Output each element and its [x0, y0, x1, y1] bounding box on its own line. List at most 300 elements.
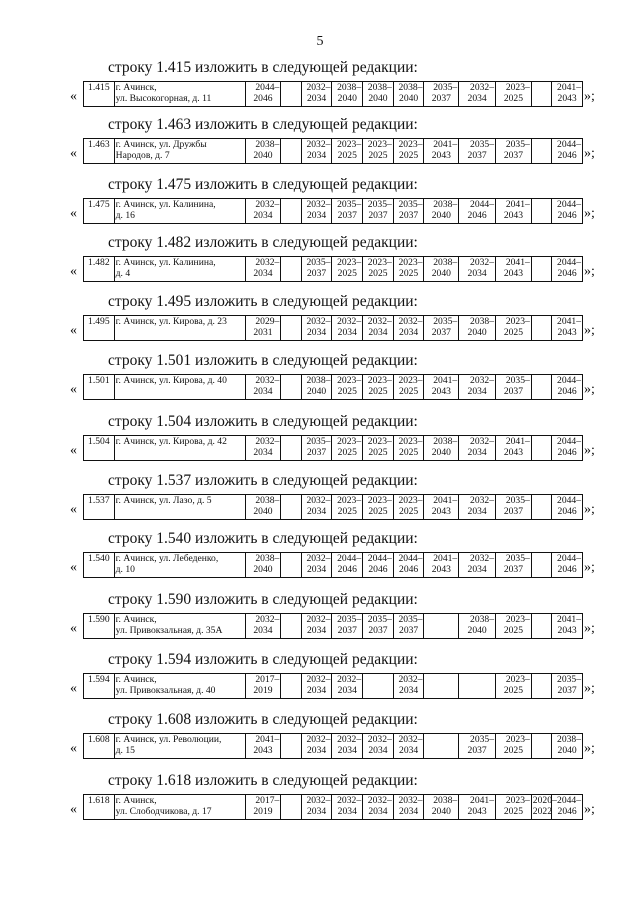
year-end: 2043	[431, 386, 451, 397]
year-start: 2038–	[398, 82, 423, 93]
year-start: 2038–	[367, 82, 392, 93]
year-end: 2037	[557, 685, 577, 696]
year-end: 2034	[253, 210, 273, 221]
year-start: 2044–	[557, 436, 581, 447]
year-range-cell	[281, 139, 301, 164]
year-start: 2041–	[505, 257, 530, 268]
row-number-cell: 1.463	[84, 139, 115, 164]
year-range-cell	[245, 436, 281, 461]
year-start: 2023–	[398, 436, 423, 447]
year-range-cell	[301, 495, 332, 520]
address-line: д. 15	[115, 745, 135, 756]
year-range-cell	[531, 614, 551, 639]
year-start: 2032–	[306, 674, 331, 685]
year-end: 2040	[337, 93, 357, 104]
amendment-heading: строку 1.415 изложить в следующей редакции:	[108, 59, 418, 76]
year-range-cell	[552, 553, 583, 578]
year-end: 2034	[337, 745, 357, 756]
quote-open: «	[70, 264, 77, 279]
address-line: д. 16	[115, 210, 135, 221]
year-start: 2035–	[306, 436, 331, 447]
year-range-cell	[424, 375, 459, 400]
year-start: 2023–	[337, 257, 362, 268]
year-end: 2040	[431, 268, 451, 279]
year-end: 2034	[253, 268, 273, 279]
year-range-cell	[424, 553, 459, 578]
amendment-heading: строку 1.501 изложить в следующей редакции:	[108, 352, 418, 369]
year-range-cell	[424, 614, 459, 639]
year-end: 2037	[307, 268, 327, 279]
table-row	[84, 553, 583, 578]
year-end: 2025	[368, 386, 388, 397]
year-start: 2032–	[470, 495, 495, 506]
year-end: 2025	[399, 150, 419, 161]
year-end: 2034	[467, 268, 487, 279]
year-range-cell	[424, 436, 459, 461]
year-end: 2037	[503, 386, 523, 397]
year-range-cell	[281, 82, 301, 107]
year-range-cell	[363, 375, 394, 400]
year-end: 2046	[557, 564, 577, 575]
year-range-cell	[459, 316, 496, 341]
year-range-cell	[393, 82, 424, 107]
year-range-cell	[363, 795, 394, 820]
year-end: 2025	[503, 685, 523, 696]
year-start: 2032–	[255, 436, 280, 447]
quote-close: »;	[584, 146, 595, 161]
year-start: 2035–	[337, 614, 362, 625]
year-start: 2032–	[398, 316, 423, 327]
year-range-cell	[496, 674, 532, 699]
year-range-cell	[496, 257, 532, 282]
quote-open: «	[70, 621, 77, 636]
year-start: 2032–	[306, 734, 331, 745]
year-end: 2025	[503, 806, 523, 817]
year-range-cell	[301, 375, 332, 400]
year-range-cell	[496, 375, 532, 400]
year-start: 2032–	[306, 316, 331, 327]
record-table	[83, 613, 583, 639]
year-range-cell	[281, 795, 301, 820]
record-table	[83, 494, 583, 520]
year-range-cell	[459, 495, 496, 520]
year-end: 2034	[337, 327, 357, 338]
year-end: 2031	[253, 327, 273, 338]
table-row	[84, 674, 583, 699]
year-end: 2034	[399, 327, 419, 338]
quote-open: «	[70, 89, 77, 104]
year-range-cell	[332, 614, 363, 639]
year-end: 2037	[307, 447, 327, 458]
year-range-cell	[332, 674, 363, 699]
year-start: 2035–	[557, 674, 581, 685]
year-range-cell	[531, 139, 551, 164]
year-end: 2046	[557, 268, 577, 279]
quote-open: «	[70, 560, 77, 575]
table-row	[84, 614, 583, 639]
year-range-cell	[363, 614, 394, 639]
year-end: 2037	[368, 210, 388, 221]
year-start: 2029–	[255, 316, 280, 327]
year-range-cell	[332, 734, 363, 759]
year-range-cell	[496, 614, 532, 639]
address-line: г. Ачинск, ул. Калинина,	[115, 199, 216, 210]
year-range-cell	[363, 495, 394, 520]
year-end: 2034	[253, 447, 273, 458]
year-end: 2034	[307, 210, 327, 221]
amendment-heading: строку 1.594 изложить в следующей редакции:	[108, 651, 418, 668]
year-end: 2034	[307, 625, 327, 636]
year-end: 2025	[399, 268, 419, 279]
year-end: 2019	[253, 685, 273, 696]
year-range-cell	[245, 734, 281, 759]
address-line: г. Ачинск, ул. Революции,	[115, 734, 222, 745]
year-range-cell	[552, 375, 583, 400]
year-end: 2046	[368, 564, 388, 575]
year-range-cell	[245, 199, 281, 224]
quote-open: «	[70, 502, 77, 517]
year-end: 2034	[467, 447, 487, 458]
year-start: 2038–	[433, 199, 458, 210]
quote-open: «	[70, 146, 77, 161]
address-cell	[114, 553, 245, 578]
address-cell	[114, 199, 245, 224]
year-start: 2023–	[337, 436, 362, 447]
year-start: 2023–	[505, 734, 530, 745]
year-end: 2043	[431, 506, 451, 517]
year-range-cell	[332, 199, 363, 224]
year-end: 2046	[467, 210, 487, 221]
year-start: 2032–	[306, 139, 331, 150]
quote-close: »;	[584, 443, 595, 458]
year-end: 2040	[253, 506, 273, 517]
year-end: 2025	[399, 506, 419, 517]
year-start: 2041–	[557, 316, 581, 327]
address-line: ул. Привокзальная, д. 35А	[115, 625, 223, 636]
quote-open: «	[70, 741, 77, 756]
year-start: 2023–	[337, 139, 362, 150]
year-range-cell	[459, 614, 496, 639]
year-start: 2038–	[433, 795, 458, 806]
quote-close: »;	[584, 802, 595, 817]
year-range-cell	[393, 734, 424, 759]
year-start: 2023–	[367, 495, 392, 506]
year-end: 2025	[503, 625, 523, 636]
year-range-cell	[332, 316, 363, 341]
year-start: 2032–	[398, 795, 423, 806]
year-range-cell	[552, 734, 583, 759]
year-range-cell	[245, 795, 281, 820]
year-end: 2046	[557, 506, 577, 517]
year-end: 2034	[467, 93, 487, 104]
record-table	[83, 256, 583, 282]
table-row	[84, 139, 583, 164]
year-range-cell	[363, 674, 394, 699]
year-start: 2032–	[470, 553, 495, 564]
address-line: г. Ачинск,	[115, 795, 157, 806]
year-start: 2032–	[398, 674, 423, 685]
year-start: 2032–	[306, 614, 331, 625]
year-start: 2038–	[433, 436, 458, 447]
year-start: 2023–	[367, 257, 392, 268]
table-row	[84, 316, 583, 341]
year-range-cell	[531, 553, 551, 578]
address-line: г. Ачинск, ул. Калинина,	[115, 257, 216, 268]
year-range-cell	[424, 316, 459, 341]
year-range-cell	[424, 795, 459, 820]
record-table	[83, 315, 583, 341]
year-range-cell	[459, 257, 496, 282]
year-range-cell	[281, 674, 301, 699]
year-start: 2044–	[557, 553, 581, 564]
year-end: 2025	[399, 447, 419, 458]
year-start: 2044–	[367, 553, 392, 564]
year-start: 2023–	[367, 436, 392, 447]
year-end: 2034	[253, 386, 273, 397]
year-start: 2044–	[255, 82, 280, 93]
record-table	[83, 138, 583, 164]
year-end: 2040	[467, 625, 487, 636]
year-end: 2034	[307, 93, 327, 104]
year-end: 2025	[337, 268, 357, 279]
year-range-cell	[363, 734, 394, 759]
year-range-cell	[496, 199, 532, 224]
year-end: 2025	[503, 745, 523, 756]
quote-close: »;	[584, 382, 595, 397]
year-end: 2040	[253, 150, 273, 161]
address-line: г. Ачинск, ул. Лазо, д. 5	[115, 495, 212, 506]
year-start: 2041–	[505, 436, 530, 447]
year-start: 2032–	[337, 674, 362, 685]
address-line: ул. Привокзальная, д. 40	[115, 685, 216, 696]
year-range-cell	[459, 199, 496, 224]
year-range-cell	[459, 795, 496, 820]
year-start: 2038–	[306, 375, 331, 386]
year-end: 2025	[337, 386, 357, 397]
year-end: 2037	[368, 625, 388, 636]
year-range-cell	[301, 436, 332, 461]
year-range-cell	[552, 257, 583, 282]
table-row	[84, 734, 583, 759]
year-end: 2034	[307, 506, 327, 517]
year-end: 2037	[503, 150, 523, 161]
year-start: 2041–	[557, 614, 581, 625]
year-start: 2035–	[367, 614, 392, 625]
year-range-cell	[531, 436, 551, 461]
table-row	[84, 795, 583, 820]
year-start: 2023–	[337, 375, 362, 386]
year-range-cell	[531, 199, 551, 224]
year-end: 2025	[368, 447, 388, 458]
address-cell	[114, 674, 245, 699]
year-start: 2032–	[367, 734, 392, 745]
year-range-cell	[332, 375, 363, 400]
year-end: 2043	[557, 93, 577, 104]
year-range-cell	[424, 495, 459, 520]
year-end: 2040	[431, 447, 451, 458]
year-range-cell	[301, 199, 332, 224]
year-start: 2032–	[255, 614, 280, 625]
amendment-heading: строку 1.482 изложить в следующей редакции:	[108, 234, 418, 251]
year-range-cell	[552, 614, 583, 639]
year-start: 2032–	[255, 375, 280, 386]
year-end: 2040	[368, 93, 388, 104]
year-end: 2034	[307, 745, 327, 756]
year-range-cell	[363, 316, 394, 341]
year-start: 2032–	[306, 553, 331, 564]
year-range-cell	[301, 795, 332, 820]
row-number-cell: 1.618	[84, 795, 115, 820]
year-range-cell	[245, 257, 281, 282]
year-range-cell	[363, 139, 394, 164]
year-range-cell	[424, 257, 459, 282]
year-start: 2032–	[337, 795, 362, 806]
year-start: 2038–	[557, 734, 581, 745]
year-range-cell	[393, 139, 424, 164]
year-range-cell	[363, 199, 394, 224]
year-range-cell	[552, 436, 583, 461]
year-end: 2034	[307, 564, 327, 575]
year-start: 2032–	[255, 199, 280, 210]
year-end: 2025	[368, 506, 388, 517]
amendment-heading: строку 1.540 изложить в следующей редакции:	[108, 530, 418, 547]
year-range-cell	[281, 495, 301, 520]
record-table	[83, 81, 583, 107]
row-number-cell: 1.475	[84, 199, 115, 224]
year-end: 2034	[307, 806, 327, 817]
year-range-cell	[332, 257, 363, 282]
address-line: д. 10	[115, 564, 135, 575]
year-range-cell	[459, 436, 496, 461]
year-end: 2034	[307, 150, 327, 161]
year-start: 2020–	[532, 795, 557, 806]
year-range-cell	[363, 257, 394, 282]
year-range-cell	[496, 139, 532, 164]
record-table	[83, 198, 583, 224]
year-start: 2041–	[433, 375, 458, 386]
year-end: 2046	[399, 564, 419, 575]
year-start: 2035–	[470, 139, 495, 150]
year-end: 2037	[337, 210, 357, 221]
year-end: 2040	[557, 745, 577, 756]
year-start: 2032–	[367, 316, 392, 327]
year-end: 2037	[431, 327, 451, 338]
year-range-cell	[363, 553, 394, 578]
row-number-cell: 1.415	[84, 82, 115, 107]
quote-close: »;	[584, 502, 595, 517]
year-start: 2023–	[398, 257, 423, 268]
year-range-cell	[245, 316, 281, 341]
year-range-cell	[424, 734, 459, 759]
year-start: 2035–	[505, 553, 530, 564]
year-range-cell	[552, 82, 583, 107]
amendment-heading: строку 1.495 изложить в следующей редакции:	[108, 293, 418, 310]
year-start: 2041–	[505, 199, 530, 210]
address-line: г. Ачинск, ул. Лебеденко,	[115, 553, 219, 564]
year-range-cell	[552, 495, 583, 520]
year-start: 2038–	[337, 82, 362, 93]
year-start: 2035–	[433, 316, 458, 327]
year-start: 2032–	[255, 257, 280, 268]
year-end: 2034	[399, 745, 419, 756]
year-start: 2035–	[398, 614, 423, 625]
year-start: 2017–	[255, 795, 280, 806]
year-start: 2035–	[367, 199, 392, 210]
year-range-cell	[393, 436, 424, 461]
quote-open: «	[70, 443, 77, 458]
year-range-cell	[332, 495, 363, 520]
year-end: 2043	[467, 806, 487, 817]
year-start: 2032–	[306, 495, 331, 506]
year-start: 2035–	[433, 82, 458, 93]
year-end: 2034	[368, 745, 388, 756]
year-end: 2025	[399, 386, 419, 397]
quote-close: »;	[584, 621, 595, 636]
year-range-cell	[301, 82, 332, 107]
row-number-cell: 1.501	[84, 375, 115, 400]
year-range-cell	[552, 795, 583, 820]
year-range-cell	[496, 734, 532, 759]
year-range-cell	[531, 495, 551, 520]
year-range-cell	[552, 139, 583, 164]
quote-open: «	[70, 382, 77, 397]
year-end: 2025	[503, 93, 523, 104]
year-range-cell	[363, 436, 394, 461]
year-start: 2041–	[433, 139, 458, 150]
year-start: 2023–	[398, 495, 423, 506]
year-range-cell	[393, 553, 424, 578]
year-end: 2040	[307, 386, 327, 397]
amendment-heading: строку 1.537 изложить в следующей редакции:	[108, 472, 418, 489]
year-start: 2032–	[367, 795, 392, 806]
year-end: 2034	[337, 685, 357, 696]
year-start: 2041–	[255, 734, 280, 745]
year-range-cell	[424, 674, 459, 699]
year-start: 2032–	[398, 734, 423, 745]
year-range-cell	[332, 139, 363, 164]
address-cell	[114, 795, 245, 820]
year-range-cell	[281, 199, 301, 224]
year-start: 2041–	[557, 82, 581, 93]
year-start: 2032–	[470, 436, 495, 447]
year-end: 2025	[368, 268, 388, 279]
year-start: 2035–	[470, 734, 495, 745]
record-table	[83, 673, 583, 699]
year-start: 2032–	[337, 734, 362, 745]
address-line: Народов, д. 7	[115, 150, 170, 161]
year-start: 2044–	[557, 199, 581, 210]
year-start: 2032–	[470, 257, 495, 268]
address-cell	[114, 495, 245, 520]
year-start: 2023–	[398, 139, 423, 150]
quote-close: »;	[584, 681, 595, 696]
address-line: г. Ачинск,	[115, 614, 157, 625]
year-end: 2046	[557, 150, 577, 161]
year-start: 2023–	[505, 316, 530, 327]
year-start: 2023–	[367, 375, 392, 386]
year-range-cell	[552, 199, 583, 224]
year-end: 2037	[337, 625, 357, 636]
address-cell	[114, 734, 245, 759]
year-end: 2034	[467, 386, 487, 397]
year-range-cell	[332, 553, 363, 578]
year-end: 2046	[337, 564, 357, 575]
year-start: 2035–	[398, 199, 423, 210]
year-range-cell	[281, 316, 301, 341]
year-start: 2038–	[255, 139, 280, 150]
year-start: 2038–	[255, 495, 280, 506]
year-start: 2023–	[337, 495, 362, 506]
